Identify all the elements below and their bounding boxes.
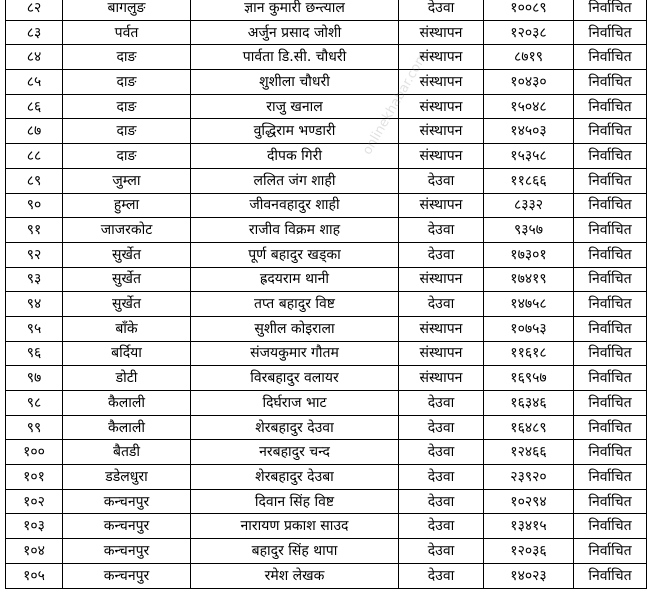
candidate-name-cell: शुशीला चौधरी [191,70,399,95]
votes-cell: ८३३२ [484,193,574,218]
candidate-name-cell: शेरबहादुर देउबा [191,465,399,490]
candidate-name-cell: दिर्घराज भाट [191,391,399,416]
party-cell: संस्थापन [399,341,484,366]
serial-number-cell: ८३ [6,20,63,45]
district-cell: सुर्खेत [63,242,191,267]
party-cell: संस्थापन [399,267,484,292]
district-cell: सुर्खेत [63,292,191,317]
votes-cell: १२०३६ [484,539,574,564]
votes-cell: १३४१५ [484,514,574,539]
serial-number-cell: ८७ [6,119,63,144]
party-cell: संस्थापन [399,94,484,119]
serial-number-cell: १०१ [6,465,63,490]
party-cell: देउवा [399,440,484,465]
serial-number-cell: ९८ [6,391,63,416]
table-row [6,440,647,465]
votes-cell: ११८६६ [484,168,574,193]
table-row [6,465,647,490]
votes-cell: १२०३८ [484,20,574,45]
result-cell: निर्वाचित [574,391,647,416]
result-cell: निर्वाचित [574,0,647,20]
district-cell: हुम्ला [63,193,191,218]
votes-cell: १७४१९ [484,267,574,292]
serial-number-cell: ९२ [6,242,63,267]
candidate-name-cell: शेरबहादुर देउवा [191,415,399,440]
table-row [6,366,647,391]
party-cell: देउवा [399,242,484,267]
table-row [6,218,647,243]
serial-number-cell: १०३ [6,514,63,539]
party-cell: संस्थापन [399,45,484,70]
serial-number-cell: ९७ [6,366,63,391]
candidate-name-cell: जीवनवहादुर शाही [191,193,399,218]
table-row [6,119,647,144]
party-cell: संस्थापन [399,366,484,391]
candidate-name-cell: बहादुर सिंह थापा [191,539,399,564]
result-cell: निर्वाचित [574,341,647,366]
district-cell: कन्चनपुर [63,563,191,588]
table-row [6,0,647,20]
table-row [6,20,647,45]
district-cell: दाङ [63,144,191,169]
candidate-name-cell: दिवान सिंह विष्ट [191,489,399,514]
district-cell: कैलाली [63,415,191,440]
district-cell: दाङ [63,119,191,144]
candidate-name-cell: वुद्धिराम भण्डारी [191,119,399,144]
serial-number-cell: ९३ [6,267,63,292]
result-cell: निर्वाचित [574,70,647,95]
serial-number-cell: ८८ [6,144,63,169]
serial-number-cell: ९१ [6,218,63,243]
result-cell: निर्वाचित [574,366,647,391]
party-cell: देउवा [399,415,484,440]
result-cell: निर्वाचित [574,119,647,144]
result-cell: निर्वाचित [574,20,647,45]
candidate-name-cell: नरबहादुर चन्द [191,440,399,465]
result-cell: निर्वाचित [574,242,647,267]
votes-cell: १०२९४ [484,489,574,514]
serial-number-cell: ८४ [6,45,63,70]
candidate-name-cell: पूर्ण बहादुर खड्का [191,242,399,267]
table-row [6,539,647,564]
table-row [6,267,647,292]
candidate-name-cell: संजयकुमार गौतम [191,341,399,366]
votes-cell: १४७५८ [484,292,574,317]
party-cell: देउवा [399,391,484,416]
district-cell: दाङ [63,45,191,70]
votes-cell: १५३५८ [484,144,574,169]
votes-cell: २३९२० [484,465,574,490]
table-row [6,94,647,119]
serial-number-cell: ८२ [6,0,63,20]
serial-number-cell: ९५ [6,316,63,341]
party-cell: देउवा [399,539,484,564]
district-cell: बाँके [63,316,191,341]
votes-cell: १६३४६ [484,391,574,416]
table-row [6,514,647,539]
party-cell: देउवा [399,514,484,539]
votes-cell: १६४८९ [484,415,574,440]
party-cell: संस्थापन [399,144,484,169]
result-cell: निर्वाचित [574,267,647,292]
serial-number-cell: ९९ [6,415,63,440]
district-cell: दाङ [63,70,191,95]
party-cell: देउवा [399,218,484,243]
candidate-name-cell: राजीव विक्रम शाह [191,218,399,243]
votes-cell: १७३०१ [484,242,574,267]
district-cell: कन्चनपुर [63,539,191,564]
table-row [6,168,647,193]
result-cell: निर्वाचित [574,539,647,564]
result-cell: निर्वाचित [574,218,647,243]
result-cell: निर्वाचित [574,45,647,70]
candidate-name-cell: तप्त बहादुर विष्ट [191,292,399,317]
table-row [6,144,647,169]
district-cell: डोटी [63,366,191,391]
party-cell: देउवा [399,465,484,490]
table-row [6,415,647,440]
party-cell: देउवा [399,0,484,20]
candidate-name-cell: पार्वता डि.सी. चौधरी [191,45,399,70]
serial-number-cell: १०४ [6,539,63,564]
district-cell: पर्वत [63,20,191,45]
candidate-name-cell: रमेश लेखक [191,563,399,588]
result-cell: निर्वाचित [574,440,647,465]
party-cell: संस्थापन [399,316,484,341]
table-row [6,341,647,366]
result-cell: निर्वाचित [574,465,647,490]
candidate-name-cell: ह्रदयराम थानी [191,267,399,292]
result-cell: निर्वाचित [574,292,647,317]
result-cell: निर्वाचित [574,316,647,341]
serial-number-cell: ८९ [6,168,63,193]
table-row [6,391,647,416]
party-cell: संस्थापन [399,119,484,144]
district-cell: डडेलधुरा [63,465,191,490]
district-cell: बैतडी [63,440,191,465]
watermark: onlinekhabar.com [360,49,431,158]
party-cell: संस्थापन [399,193,484,218]
votes-cell: ९३५७ [484,218,574,243]
votes-cell: १२४६६ [484,440,574,465]
votes-cell: १००८९ [484,0,574,20]
serial-number-cell: ९० [6,193,63,218]
party-cell: देउवा [399,489,484,514]
serial-number-cell: ८६ [6,94,63,119]
table-body [6,0,647,588]
district-cell: सुर्खेत [63,267,191,292]
district-cell: कन्चनपुर [63,489,191,514]
serial-number-cell: ८५ [6,70,63,95]
table-row [6,45,647,70]
party-cell: देउवा [399,292,484,317]
results-table [5,0,647,589]
table-row [6,489,647,514]
district-cell: कैलाली [63,391,191,416]
candidate-name-cell: सुशील कोइराला [191,316,399,341]
votes-cell: ११६१८ [484,341,574,366]
district-cell: दाङ [63,94,191,119]
district-cell: जुम्ला [63,168,191,193]
party-cell: संस्थापन [399,20,484,45]
table-row [6,242,647,267]
serial-number-cell: १०५ [6,563,63,588]
serial-number-cell: ९६ [6,341,63,366]
result-cell: निर्वाचित [574,514,647,539]
candidate-name-cell: ललित जंग शाही [191,168,399,193]
table-row [6,70,647,95]
table-row [6,292,647,317]
result-cell: निर्वाचित [574,563,647,588]
table-row [6,193,647,218]
district-cell: जाजरकोट [63,218,191,243]
result-cell: निर्वाचित [574,489,647,514]
serial-number-cell: १०२ [6,489,63,514]
result-cell: निर्वाचित [574,144,647,169]
result-cell: निर्वाचित [574,193,647,218]
party-cell: देउवा [399,168,484,193]
votes-cell: १५०४८ [484,94,574,119]
party-cell: देउवा [399,563,484,588]
candidate-name-cell: विरबहादुर वलायर [191,366,399,391]
votes-cell: १४५०३ [484,119,574,144]
result-cell: निर्वाचित [574,168,647,193]
table-row [6,563,647,588]
votes-cell: ८७१९ [484,45,574,70]
candidate-name-cell: दीपक गिरी [191,144,399,169]
candidate-name-cell: अर्जुन प्रसाद जोशी [191,20,399,45]
result-cell: निर्वाचित [574,415,647,440]
serial-number-cell: १०० [6,440,63,465]
votes-cell: १४०२३ [484,563,574,588]
votes-cell: १०४३० [484,70,574,95]
district-cell: बर्दिया [63,341,191,366]
result-cell: निर्वाचित [574,94,647,119]
candidate-name-cell: ज्ञान कुमारी छन्त्याल [191,0,399,20]
candidate-name-cell: नारायण प्रकाश साउद [191,514,399,539]
district-cell: बागलुङ [63,0,191,20]
votes-cell: १६९५७ [484,366,574,391]
party-cell: संस्थापन [399,70,484,95]
district-cell: कन्चनपुर [63,514,191,539]
serial-number-cell: ९४ [6,292,63,317]
votes-cell: १०७५३ [484,316,574,341]
table-row [6,316,647,341]
candidate-name-cell: राजु खनाल [191,94,399,119]
